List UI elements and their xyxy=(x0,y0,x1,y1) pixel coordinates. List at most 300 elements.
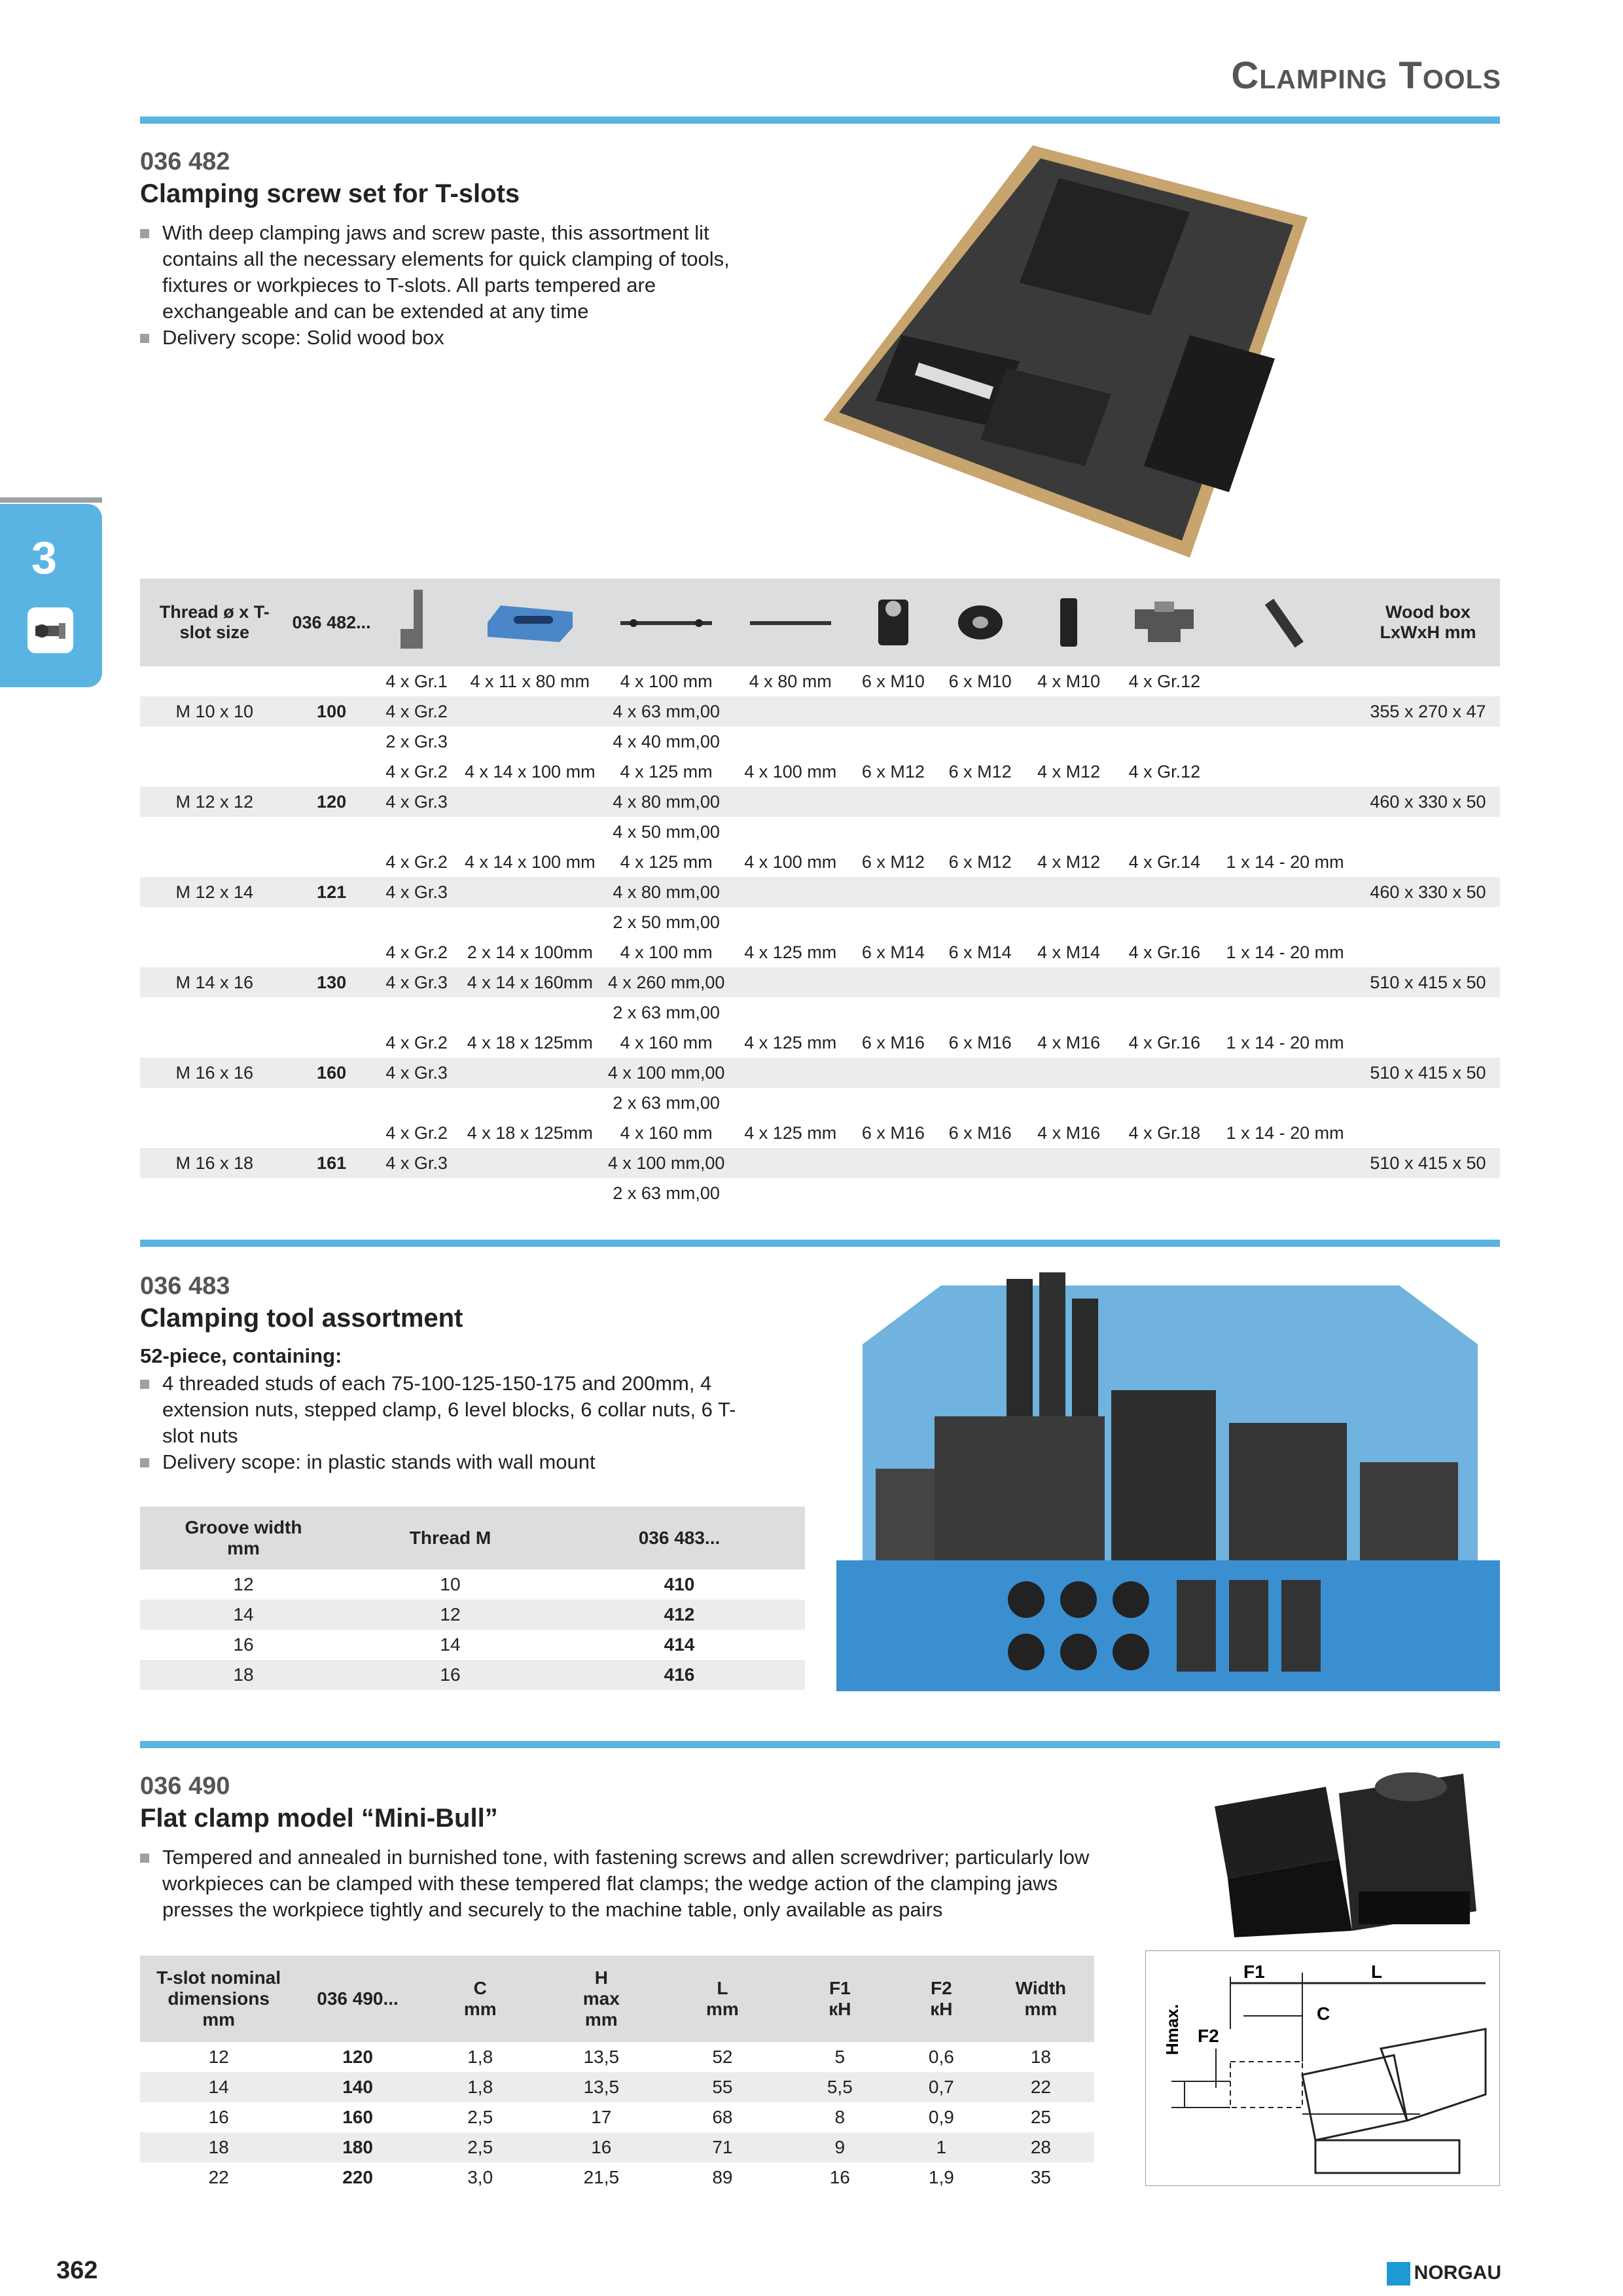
table-cell: 414 xyxy=(664,1634,695,1655)
table-cell: 14 xyxy=(440,1634,461,1655)
cell-component xyxy=(1023,696,1115,726)
cell-component: 4 x 80 mm xyxy=(732,666,849,696)
product-title-036483: Clamping tool assortment xyxy=(140,1304,463,1333)
cell-component xyxy=(1214,997,1356,1028)
product-code-036482: 036 482 xyxy=(140,148,230,175)
cell-code xyxy=(289,937,374,967)
cell-component: 6 x M12 xyxy=(938,847,1023,877)
cell-box: 510 x 415 x 50 xyxy=(1356,1058,1500,1088)
cell-component: 2 x 14 x 100mm xyxy=(459,937,601,967)
cell-component xyxy=(459,1088,601,1118)
cell-box xyxy=(1356,817,1500,847)
cell-code xyxy=(289,907,374,937)
cell-code: 161 xyxy=(289,1148,374,1178)
table-cell: 2,5 xyxy=(467,2107,493,2127)
table-cell: 3,0 xyxy=(467,2167,493,2187)
cell-component: 2 x 50 mm,00 xyxy=(601,907,732,937)
cell-component xyxy=(849,1088,937,1118)
cell-component: 4 x 160 mm xyxy=(601,1118,732,1148)
cell-component: 1 x 14 - 20 mm xyxy=(1214,1118,1356,1148)
cell-component: 6 x M16 xyxy=(849,1118,937,1148)
table-cell: 16 xyxy=(347,1660,554,1690)
cell-box xyxy=(1356,726,1500,757)
table-cell: 412 xyxy=(554,1600,805,1630)
table-row xyxy=(140,2102,1094,2132)
table-row xyxy=(140,726,1500,757)
product-code-036483: 036 483 xyxy=(140,1272,230,1300)
washer-icon xyxy=(938,579,1023,666)
product-code-036490: 036 490 xyxy=(140,1772,230,1800)
cell-component xyxy=(459,817,601,847)
cell-component xyxy=(1214,967,1356,997)
label-f2: F2 xyxy=(1198,2026,1219,2046)
cell-box xyxy=(1356,1178,1500,1208)
table-cell: 18 xyxy=(1030,2047,1051,2067)
cell-thread xyxy=(140,1088,289,1118)
cell-component xyxy=(849,1148,937,1178)
table-row xyxy=(140,666,1500,696)
table-row xyxy=(140,2042,1094,2072)
table-row xyxy=(140,1178,1500,1208)
cell-component xyxy=(1214,726,1356,757)
cell-component: 4 x 80 mm,00 xyxy=(601,877,732,907)
col-f2: F2 кН xyxy=(895,1956,988,2042)
table-row xyxy=(140,1088,1500,1118)
cell-component: 2 x Gr.3 xyxy=(374,726,459,757)
label-hmax: Hmax. xyxy=(1162,2003,1182,2055)
cell-component: 4 x Gr.3 xyxy=(374,787,459,817)
cell-component xyxy=(1023,907,1115,937)
cell-component xyxy=(374,1178,459,1208)
cell-component xyxy=(1214,1088,1356,1118)
cell-component xyxy=(938,817,1023,847)
cell-component: 4 x 50 mm,00 xyxy=(601,817,732,847)
cell-component: 4 x 18 x 125mm xyxy=(459,1028,601,1058)
cell-thread xyxy=(140,666,289,696)
table-cell: 8 xyxy=(834,2107,846,2127)
cell-component: 4 x 100 mm xyxy=(732,847,849,877)
cell-component xyxy=(938,787,1023,817)
table-cell: 18 xyxy=(140,2132,297,2162)
cell-component xyxy=(1023,997,1115,1028)
cell-component xyxy=(732,877,849,907)
cell-component: 4 x 14 x 100 mm xyxy=(459,757,601,787)
cell-box: 460 x 330 x 50 xyxy=(1356,787,1500,817)
cell-component: 4 x 100 mm xyxy=(601,666,732,696)
table-cell: 68 xyxy=(712,2107,733,2127)
cell-component xyxy=(849,1058,937,1088)
screw-paste-icon xyxy=(1214,579,1356,666)
cell-component xyxy=(938,907,1023,937)
cell-box: 460 x 330 x 50 xyxy=(1356,877,1500,907)
table-cell: 21,5 xyxy=(583,2167,620,2187)
cell-component xyxy=(938,967,1023,997)
cell-component xyxy=(1115,997,1215,1028)
table-cell: 89 xyxy=(712,2167,733,2187)
col-code: 036 483... xyxy=(554,1507,805,1570)
cell-code: 100 xyxy=(289,696,374,726)
t-slot-nut-icon xyxy=(1115,579,1215,666)
cell-component xyxy=(938,696,1023,726)
cell-component: 4 x 11 x 80 mm xyxy=(459,666,601,696)
cell-component xyxy=(459,726,601,757)
label-l: L xyxy=(1371,1962,1383,1982)
cell-component xyxy=(732,1148,849,1178)
table-row xyxy=(140,1630,805,1660)
cell-component: 6 x M10 xyxy=(938,666,1023,696)
cell-component: 4 x Gr.3 xyxy=(374,1058,459,1088)
table-row xyxy=(140,696,1500,726)
product-subtitle-036483: 52-piece, containing: xyxy=(140,1344,342,1367)
cell-component: 4 x M16 xyxy=(1023,1118,1115,1148)
table-cell: 28 xyxy=(988,2132,1094,2162)
cell-thread xyxy=(140,1178,289,1208)
cell-component: 1 x 14 - 20 mm xyxy=(1214,847,1356,877)
cell-thread xyxy=(140,937,289,967)
cell-component xyxy=(938,1178,1023,1208)
cell-thread xyxy=(140,757,289,787)
cell-component: 4 x M14 xyxy=(1023,937,1115,967)
mini-bull-table xyxy=(140,1956,1094,2193)
cell-component xyxy=(938,997,1023,1028)
cell-component xyxy=(732,726,849,757)
cell-thread xyxy=(140,907,289,937)
cell-component xyxy=(1115,907,1215,937)
table-cell: 1,8 xyxy=(418,2072,543,2102)
table-row xyxy=(140,997,1500,1028)
table-row xyxy=(140,937,1500,967)
cell-component xyxy=(1214,1178,1356,1208)
cell-component: 4 x 14 x 100 mm xyxy=(459,847,601,877)
table-row xyxy=(140,1028,1500,1058)
cell-component: 4 x Gr.16 xyxy=(1115,937,1215,967)
table-cell: 16 xyxy=(829,2167,850,2187)
cell-component xyxy=(1115,817,1215,847)
cell-component: 4 x 14 x 160mm xyxy=(459,967,601,997)
table-cell: 1,9 xyxy=(928,2167,954,2187)
cell-thread: M 12 x 14 xyxy=(140,877,289,907)
cell-component xyxy=(732,817,849,847)
cell-component xyxy=(938,1088,1023,1118)
cell-component xyxy=(1023,1058,1115,1088)
cell-component: 4 x Gr.3 xyxy=(374,1148,459,1178)
cell-component: 4 x 125 mm xyxy=(732,1028,849,1058)
cell-component: 4 x M16 xyxy=(1023,1028,1115,1058)
cell-code xyxy=(289,997,374,1028)
cell-component xyxy=(1023,726,1115,757)
col-f1: F1 кН xyxy=(785,1956,895,2042)
cell-component: 4 x Gr.2 xyxy=(374,847,459,877)
table-cell: 180 xyxy=(297,2132,418,2162)
cell-component xyxy=(1115,1058,1215,1088)
clamp-icon xyxy=(27,607,73,653)
product-title-036482: Clamping screw set for T-slots xyxy=(140,179,520,208)
side-tab-bar xyxy=(0,497,102,503)
cell-thread xyxy=(140,847,289,877)
table-row xyxy=(140,1058,1500,1088)
stepped-block-icon xyxy=(374,579,459,666)
cell-component xyxy=(374,1088,459,1118)
cell-thread: M 16 x 16 xyxy=(140,1058,289,1088)
cell-thread: M 16 x 18 xyxy=(140,1148,289,1178)
cell-component xyxy=(732,1178,849,1208)
cell-component xyxy=(374,997,459,1028)
cell-component: 4 x Gr.14 xyxy=(1115,847,1215,877)
cell-code xyxy=(289,847,374,877)
table-row xyxy=(140,1148,1500,1178)
cell-component xyxy=(849,1178,937,1208)
cell-component xyxy=(1214,696,1356,726)
table-cell: 14 xyxy=(140,1600,347,1630)
hex-nut-icon xyxy=(849,579,937,666)
table-cell: 0,9 xyxy=(928,2107,954,2127)
cell-component xyxy=(938,877,1023,907)
table-row xyxy=(140,1570,805,1600)
table-row xyxy=(140,817,1500,847)
cell-component xyxy=(1023,967,1115,997)
cell-component xyxy=(849,696,937,726)
table-cell: 12 xyxy=(233,1574,254,1594)
table-row xyxy=(140,757,1500,787)
cell-component xyxy=(732,1058,849,1088)
cell-component xyxy=(849,907,937,937)
cell-thread: M 10 x 10 xyxy=(140,696,289,726)
table-cell: 1 xyxy=(895,2132,988,2162)
cell-component xyxy=(849,967,937,997)
cell-component: 4 x 100 mm,00 xyxy=(601,1148,732,1178)
table-cell: 416 xyxy=(554,1660,805,1690)
cell-box xyxy=(1356,666,1500,696)
cell-code xyxy=(289,726,374,757)
cell-box: 510 x 415 x 50 xyxy=(1356,967,1500,997)
cell-component xyxy=(1214,787,1356,817)
cell-code: 121 xyxy=(289,877,374,907)
table-cell: 71 xyxy=(660,2132,785,2162)
cell-component xyxy=(1214,757,1356,787)
mini-bull-clamp-image xyxy=(1208,1767,1483,1944)
table-cell: 160 xyxy=(342,2107,373,2127)
table-row xyxy=(140,1118,1500,1148)
cell-component xyxy=(459,997,601,1028)
assortment-stand-image xyxy=(836,1272,1500,1704)
brand-logo xyxy=(1387,2262,1501,2286)
cell-component xyxy=(732,696,849,726)
table-cell: 1,8 xyxy=(467,2047,493,2067)
cell-component xyxy=(849,817,937,847)
bullet-item: With deep clamping jaws and screw paste, this assortment lit contains all the necessary elements for quick clamping of tools, fixtures or workpieces to T-slots. All parts tempered are exchangeable and can be extended at any time xyxy=(140,220,742,325)
cell-component xyxy=(1023,1178,1115,1208)
table-cell: 12 xyxy=(347,1600,554,1630)
table-cell: 13,5 xyxy=(583,2047,620,2067)
cell-component: 4 x 260 mm,00 xyxy=(601,967,732,997)
cell-component xyxy=(732,1088,849,1118)
cell-component: 4 x 63 mm,00 xyxy=(601,696,732,726)
cell-thread xyxy=(140,1028,289,1058)
table-row xyxy=(140,787,1500,817)
col-code: 036 482... xyxy=(292,612,371,632)
cell-component: 4 x Gr.3 xyxy=(374,967,459,997)
col-wood-box: Wood box LxWxH mm xyxy=(1380,602,1476,642)
cell-component: 4 x Gr.12 xyxy=(1115,666,1215,696)
cell-component: 4 x 160 mm xyxy=(601,1028,732,1058)
cell-component xyxy=(938,1058,1023,1088)
table-cell: 18 xyxy=(140,1660,347,1690)
bullet-item: Tempered and annealed in burnished tone, with fastening screws and allen screwdriver; particularly low workpieces can be clamped with these tempered flat clamps; the wedge action of the clamping jaws presses the workpiece tightly and securely to the machine table, only available as pairs xyxy=(140,1844,1096,1923)
cell-component xyxy=(459,1058,601,1088)
assortment-table xyxy=(140,1507,805,1690)
brand-square-icon xyxy=(1387,2262,1410,2286)
cell-component xyxy=(1115,877,1215,907)
cell-component: 6 x M12 xyxy=(938,757,1023,787)
cell-component: 4 x M10 xyxy=(1023,666,1115,696)
table-row xyxy=(140,2132,1094,2162)
cell-component: 2 x 63 mm,00 xyxy=(601,997,732,1028)
table-cell: 2,5 xyxy=(418,2132,543,2162)
cell-thread: M 14 x 16 xyxy=(140,967,289,997)
cell-code xyxy=(289,666,374,696)
cell-component xyxy=(1115,1088,1215,1118)
cell-component: 6 x M16 xyxy=(938,1028,1023,1058)
cell-component xyxy=(459,877,601,907)
table-row xyxy=(140,877,1500,907)
table-cell: 9 xyxy=(785,2132,895,2162)
cell-component: 6 x M16 xyxy=(938,1118,1023,1148)
label-c: C xyxy=(1317,2003,1330,2024)
cell-component: 4 x M12 xyxy=(1023,847,1115,877)
brand-name: NORGAU xyxy=(1414,2262,1501,2284)
cell-code xyxy=(289,817,374,847)
cell-component xyxy=(1023,817,1115,847)
table-cell: 14 xyxy=(140,2072,297,2102)
page-number: 362 xyxy=(56,2257,98,2284)
col-thread: Thread M xyxy=(347,1507,554,1570)
cell-component xyxy=(1214,1058,1356,1088)
cell-component xyxy=(459,787,601,817)
table-row xyxy=(140,907,1500,937)
cell-component: 6 x M10 xyxy=(849,666,937,696)
wood-box-image xyxy=(823,139,1308,558)
cell-component: 6 x M14 xyxy=(938,937,1023,967)
cell-component: 6 x M12 xyxy=(849,847,937,877)
cell-thread xyxy=(140,1118,289,1148)
cell-box xyxy=(1356,1118,1500,1148)
cell-component xyxy=(1023,787,1115,817)
table-row xyxy=(140,1600,805,1630)
cell-component xyxy=(849,726,937,757)
col-hmax: H max mm xyxy=(543,1956,660,2042)
cell-component xyxy=(459,1178,601,1208)
cell-component: 2 x 63 mm,00 xyxy=(601,1178,732,1208)
table-cell: 5,5 xyxy=(785,2072,895,2102)
cell-component: 4 x Gr.1 xyxy=(374,666,459,696)
cell-code: 160 xyxy=(289,1058,374,1088)
cell-component: 4 x Gr.18 xyxy=(1115,1118,1215,1148)
cell-component xyxy=(1115,726,1215,757)
cell-component: 6 x M16 xyxy=(849,1028,937,1058)
table-cell: 0,7 xyxy=(895,2072,988,2102)
cell-thread xyxy=(140,817,289,847)
product-bullets-036482 xyxy=(140,220,742,351)
table-row xyxy=(140,2072,1094,2102)
cell-box xyxy=(1356,1028,1500,1058)
table-cell: 220 xyxy=(342,2167,373,2187)
cell-thread: M 12 x 12 xyxy=(140,787,289,817)
cell-component xyxy=(1115,967,1215,997)
section-rule-2 xyxy=(140,1240,1500,1247)
cell-component: 4 x Gr.2 xyxy=(374,757,459,787)
table-row xyxy=(140,2162,1094,2193)
cell-component xyxy=(849,877,937,907)
table-cell: 55 xyxy=(660,2072,785,2102)
cell-component xyxy=(1214,817,1356,847)
table-cell: 10 xyxy=(440,1574,461,1594)
cell-box xyxy=(1356,907,1500,937)
col-groove-width: Groove width mm xyxy=(140,1507,347,1570)
cell-component xyxy=(1115,1178,1215,1208)
col-code: 036 490... xyxy=(297,1956,418,2042)
coupling-nut-icon xyxy=(1023,579,1115,666)
cell-box xyxy=(1356,997,1500,1028)
table-cell: 140 xyxy=(297,2072,418,2102)
cell-component: 4 x 100 mm xyxy=(732,757,849,787)
cell-component: 4 x Gr.2 xyxy=(374,696,459,726)
cell-component xyxy=(1115,696,1215,726)
cell-component: 4 x Gr.16 xyxy=(1115,1028,1215,1058)
section-rule-3 xyxy=(140,1741,1500,1748)
cell-component: 4 x 18 x 125mm xyxy=(459,1118,601,1148)
cell-component: 6 x M14 xyxy=(849,937,937,967)
cell-component xyxy=(1214,877,1356,907)
cell-code xyxy=(289,1088,374,1118)
cell-component xyxy=(459,907,601,937)
cell-component xyxy=(849,787,937,817)
cell-component: 6 x M12 xyxy=(849,757,937,787)
col-c: C mm xyxy=(418,1956,543,2042)
mini-bull-diagram xyxy=(1145,1950,1500,2186)
cell-code xyxy=(289,1178,374,1208)
threaded-stud-long-icon xyxy=(601,579,732,666)
cell-component xyxy=(1214,1148,1356,1178)
table-cell: 52 xyxy=(712,2047,733,2067)
cell-box: 510 x 415 x 50 xyxy=(1356,1148,1500,1178)
table-cell: 0,6 xyxy=(928,2047,954,2067)
cell-component: 4 x 100 mm xyxy=(601,937,732,967)
cell-thread xyxy=(140,726,289,757)
cell-component xyxy=(374,817,459,847)
table-row xyxy=(140,967,1500,997)
cell-component xyxy=(1023,1088,1115,1118)
table-cell: 16 xyxy=(543,2132,660,2162)
cell-component: 4 x M12 xyxy=(1023,757,1115,787)
cell-component xyxy=(732,787,849,817)
bullet-item: 4 threaded studs of each 75-100-125-150-175 and 200mm, 4 extension nuts, stepped clamp, 6 level blocks, 6 collar nuts, 6 T-slot nuts xyxy=(140,1371,755,1449)
table-cell: 120 xyxy=(342,2047,373,2067)
cell-component xyxy=(732,907,849,937)
cell-component: 4 x 125 mm xyxy=(601,847,732,877)
cell-code xyxy=(289,1118,374,1148)
table-cell: 5 xyxy=(834,2047,846,2067)
cell-component xyxy=(1023,877,1115,907)
clamp-strap-icon xyxy=(459,579,601,666)
cell-component: 4 x 100 mm,00 xyxy=(601,1058,732,1088)
col-l: L mm xyxy=(660,1956,785,2042)
table-row xyxy=(140,847,1500,877)
cell-component xyxy=(1115,787,1215,817)
cell-component xyxy=(1214,666,1356,696)
cell-component: 4 x Gr.2 xyxy=(374,937,459,967)
table-cell: 25 xyxy=(1030,2107,1051,2127)
table-cell: 13,5 xyxy=(543,2072,660,2102)
